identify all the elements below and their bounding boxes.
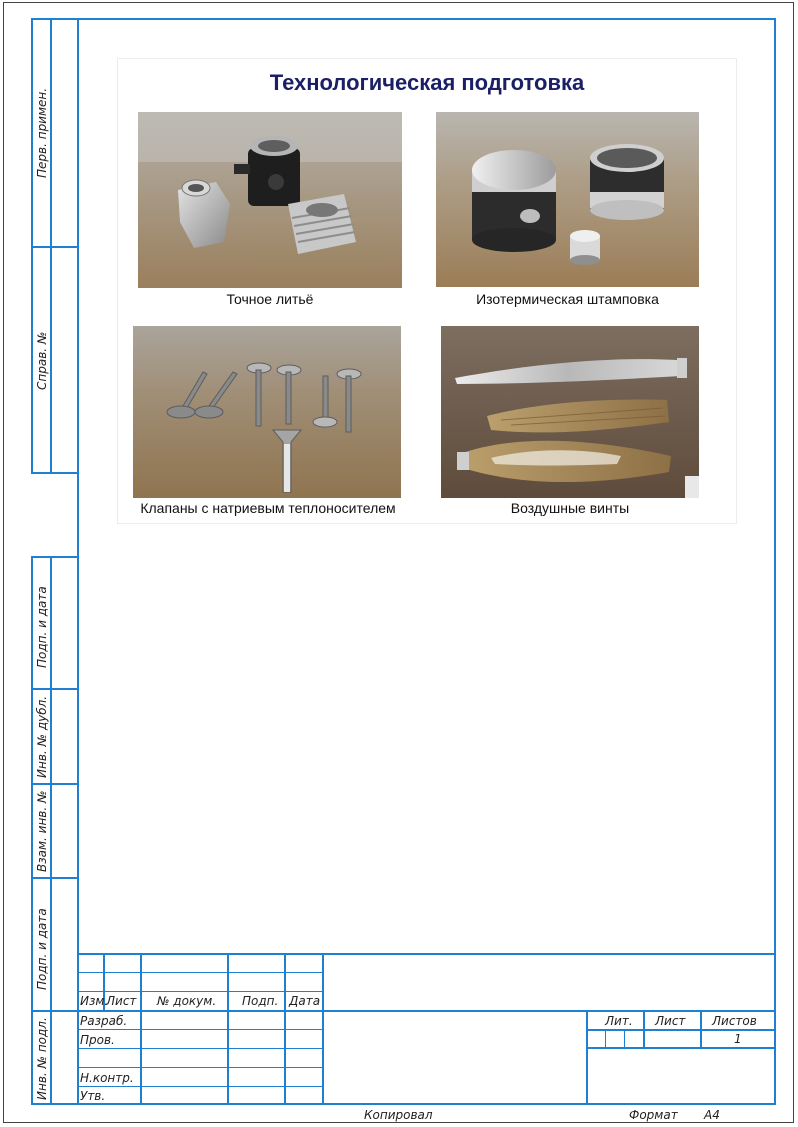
stamp-line <box>586 1029 776 1031</box>
stamp-line <box>227 953 229 1104</box>
stamp-row-nkontr: Н.контр. <box>80 1071 134 1085</box>
margin-line <box>31 1010 78 1012</box>
stamp-row-utv: Утв. <box>80 1089 106 1103</box>
photo-propeller-blades <box>441 326 699 498</box>
stamp-line <box>77 1010 776 1012</box>
caption-valves: Клапаны с натриевым теплоносителем <box>140 500 396 516</box>
label-podp-data-1: Подп. и дата <box>35 586 49 668</box>
stamp-line <box>77 953 776 955</box>
label-podp-data-2: Подп. и дата <box>35 908 49 990</box>
stamp-thin-line <box>605 1030 606 1048</box>
stamp-listov-value: 1 <box>734 1032 742 1046</box>
caption-pistons: Изотермическая штамповка <box>476 291 659 307</box>
stamp-thin-line <box>79 991 323 992</box>
margin-line <box>50 556 52 1105</box>
slide-title: Технологическая подготовка <box>269 70 585 95</box>
stamp-thin-line <box>624 1030 625 1048</box>
footer-kopiroval: Копировал <box>364 1108 433 1122</box>
photo-pistons <box>436 112 699 287</box>
margin-line <box>31 1103 78 1105</box>
photo-precision-casting <box>138 112 402 288</box>
margin-line <box>31 783 78 785</box>
caption-precision-casting: Точное литьё <box>226 291 314 307</box>
frame-top <box>77 18 776 20</box>
margin-line <box>31 18 78 20</box>
stamp-line <box>586 1047 776 1049</box>
margin-line <box>31 556 78 558</box>
stamp-line <box>322 953 324 1104</box>
stamp-lit: Лит. <box>605 1014 633 1028</box>
margin-line <box>31 688 78 690</box>
stamp-header-podp: Подп. <box>242 994 279 1008</box>
label-sprav-no: Справ. № <box>35 331 49 390</box>
stamp-row-prov: Пров. <box>80 1033 115 1047</box>
footer-format-value: А4 <box>704 1108 720 1122</box>
label-inv-dubl: Инв. № дубл. <box>35 695 49 778</box>
label-vzam-inv: Взам. инв. № <box>35 790 49 872</box>
caption-propeller-blades: Воздушные винты <box>510 500 630 516</box>
stamp-thin-line <box>79 1048 323 1049</box>
stamp-line <box>700 1010 702 1048</box>
margin-line <box>31 472 78 474</box>
stamp-thin-line <box>79 972 323 973</box>
stamp-listov: Листов <box>712 1014 757 1028</box>
label-perv-primen: Перв. примен. <box>35 87 49 178</box>
stamp-header-list: Лист <box>106 994 137 1008</box>
stamp-thin-line <box>79 1067 323 1068</box>
frame-left <box>77 18 79 1105</box>
stamp-header-dokum: № докум. <box>157 994 217 1008</box>
footer-format-label: Формат <box>629 1108 678 1122</box>
margin-line <box>31 556 33 1105</box>
stamp-thin-line <box>79 1029 323 1030</box>
label-inv-podl: Инв. № подл. <box>35 1017 49 1100</box>
stamp-thin-line <box>79 1086 323 1087</box>
stamp-row-razrab: Разраб. <box>80 1014 128 1028</box>
stamp-line <box>643 1010 645 1048</box>
stamp-line <box>284 953 286 1104</box>
stamp-header-izm: Изм. <box>80 994 109 1008</box>
photo-valves <box>133 326 401 498</box>
stamp-line <box>586 1010 588 1104</box>
stamp-line <box>140 953 142 1104</box>
stamp-list: Лист <box>655 1014 686 1028</box>
stamp-header-data: Дата <box>289 994 321 1008</box>
frame-bottom <box>77 1103 776 1105</box>
margin-line <box>31 877 78 879</box>
frame-right <box>774 18 776 1105</box>
margin-line <box>31 246 78 248</box>
